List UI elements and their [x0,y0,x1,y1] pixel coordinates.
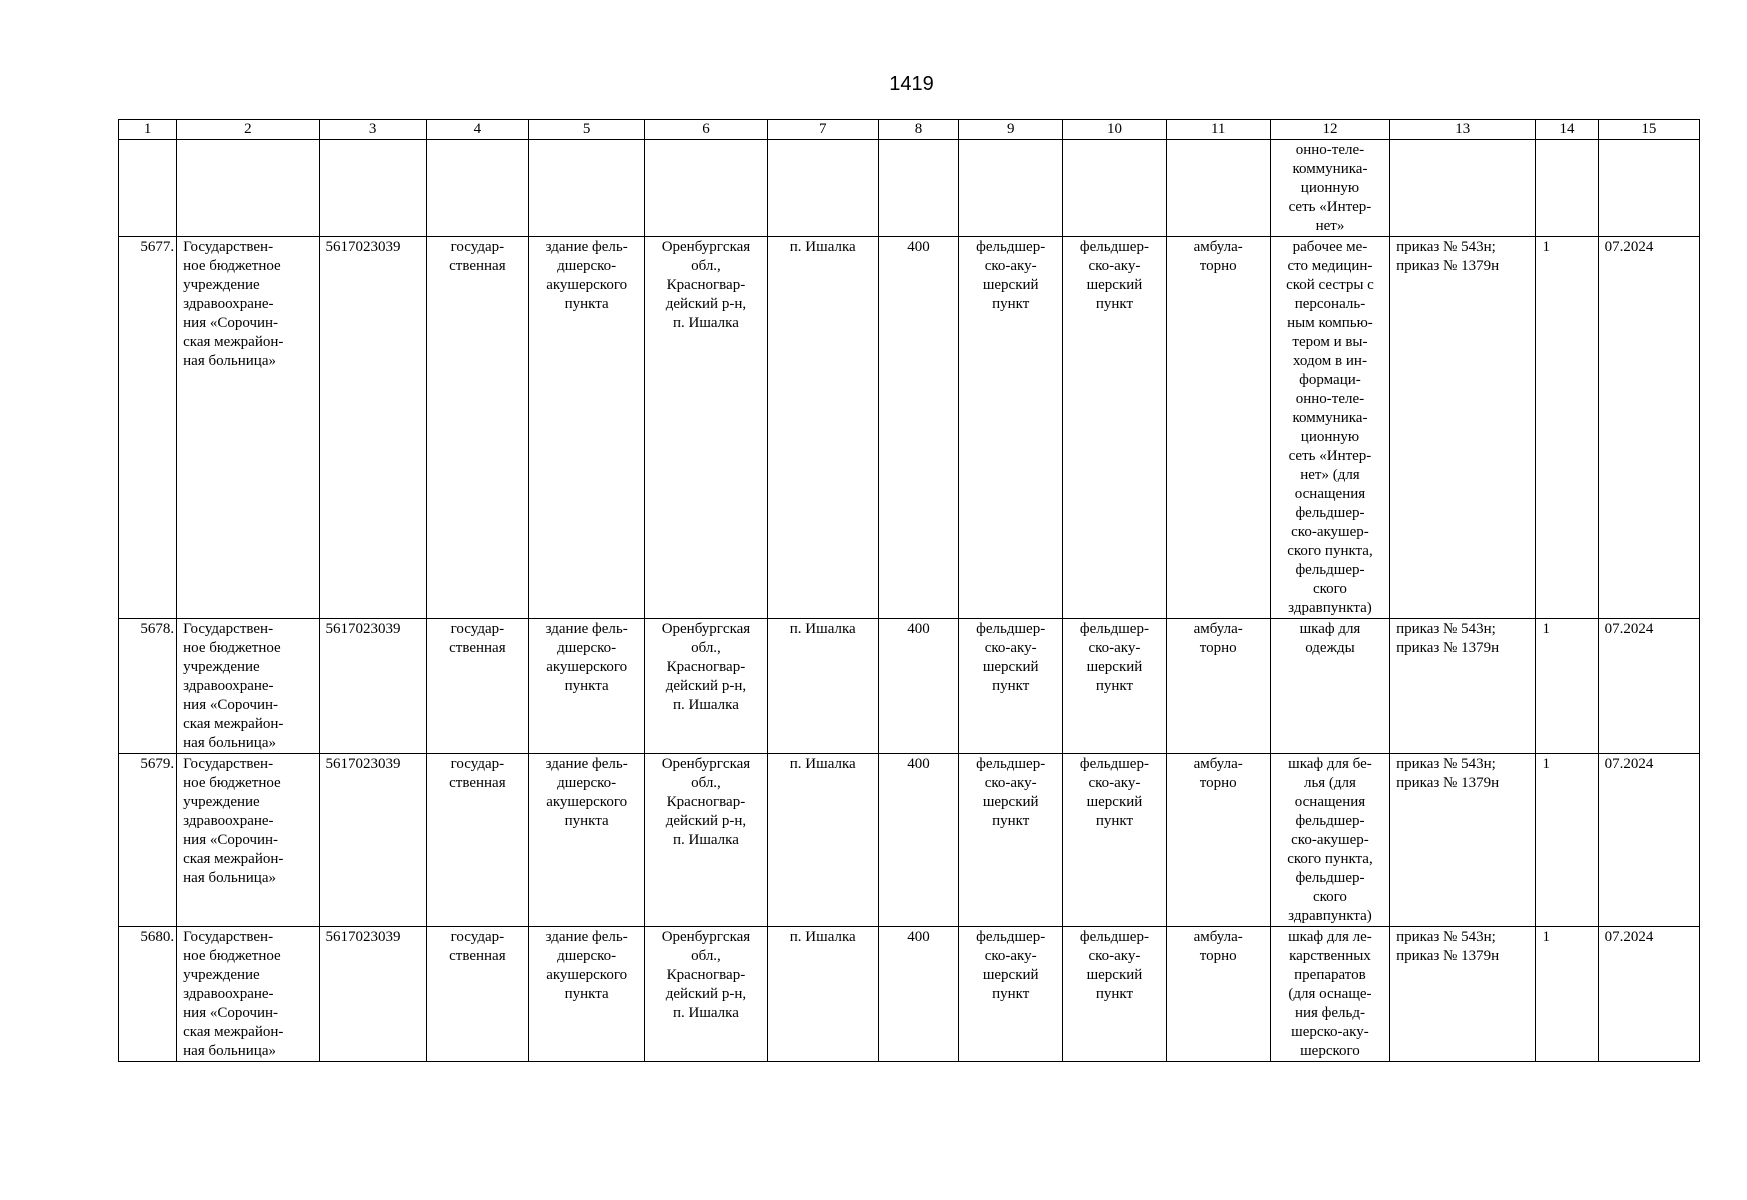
orders-cell: приказ № 543н; приказ № 1379н [1390,927,1536,1062]
column-number-row [119,120,1700,140]
column-number: 7 [767,120,878,140]
unit-type-cell: фельдшер- ско-аку- шерский пункт [959,927,1063,1062]
equipment-cell: рабочее ме- сто медицин- ской сестры с персональ- ным компью- тером и вы- ходом в ин- формаци- онно-теле- коммуника- ционную сеть «Интер- нет» (для оснащения фельдшер- ско-акушер- ского пункта, фельдшер- ского здравпункта) [1270,237,1389,619]
organization-cell: Государствен- ное бюджетное учреждение здравоохране- ния «Сорочин- ская межрайон- ная больница» [177,754,319,927]
column-number: 2 [177,120,319,140]
cell [959,140,1063,237]
address-cell: Оренбургская обл., Красногвар- дейский р-н, п. Ишалка [645,237,767,619]
inn-cell: 5617023039 [319,927,426,1062]
organization-cell: Государствен- ное бюджетное учреждение здравоохране- ния «Сорочин- ская межрайон- ная больница» [177,619,319,754]
column-number: 9 [959,120,1063,140]
cell [1166,140,1270,237]
care-form-cell: амбула- торно [1166,754,1270,927]
ownership-cell: государ- ственная [426,237,528,619]
cell [1598,140,1699,237]
column-number: 10 [1063,120,1166,140]
population-cell: 400 [878,754,958,927]
cell [1390,140,1536,237]
date-cell: 07.2024 [1598,927,1699,1062]
cell [878,140,958,237]
population-cell: 400 [878,237,958,619]
column-number: 14 [1536,120,1598,140]
settlement-cell: п. Ишалка [767,619,878,754]
table-row [119,237,1700,619]
ownership-cell: государ- ственная [426,619,528,754]
column-number: 5 [529,120,645,140]
unit-name-cell: фельдшер- ско-аку- шерский пункт [1063,754,1166,927]
quantity-cell: 1 [1536,237,1598,619]
unit-name-cell: фельдшер- ско-аку- шерский пункт [1063,237,1166,619]
quantity-cell: 1 [1536,619,1598,754]
building-cell: здание фель- дшерско- акушерского пункта [529,927,645,1062]
row-number-cell: 5678. [119,619,177,754]
settlement-cell: п. Ишалка [767,927,878,1062]
unit-type-cell: фельдшер- ско-аку- шерский пункт [959,619,1063,754]
column-number: 3 [319,120,426,140]
page-number: 1419 [889,73,934,95]
settlement-cell: п. Ишалка [767,754,878,927]
column-number: 4 [426,120,528,140]
equipment-registry-table [118,119,1700,1062]
settlement-cell: п. Ишалка [767,237,878,619]
column-number: 13 [1390,120,1536,140]
column-number: 8 [878,120,958,140]
inn-cell: 5617023039 [319,237,426,619]
ownership-cell: государ- ственная [426,927,528,1062]
table-row [119,754,1700,927]
date-cell: 07.2024 [1598,754,1699,927]
building-cell: здание фель- дшерско- акушерского пункта [529,237,645,619]
cell [529,140,645,237]
care-form-cell: амбула- торно [1166,927,1270,1062]
address-cell: Оренбургская обл., Красногвар- дейский р-н, п. Ишалка [645,619,767,754]
quantity-cell: 1 [1536,754,1598,927]
address-cell: Оренбургская обл., Красногвар- дейский р-н, п. Ишалка [645,927,767,1062]
cell [1536,140,1598,237]
unit-name-cell: фельдшер- ско-аку- шерский пункт [1063,619,1166,754]
column-number: 15 [1598,120,1699,140]
row-number-cell: 5679. [119,754,177,927]
population-cell: 400 [878,927,958,1062]
continuation-row [119,140,1700,237]
organization-cell: Государствен- ное бюджетное учреждение здравоохране- ния «Сорочин- ская межрайон- ная больница» [177,237,319,619]
row-number-cell: 5680. [119,927,177,1062]
building-cell: здание фель- дшерско- акушерского пункта [529,754,645,927]
orders-cell: приказ № 543н; приказ № 1379н [1390,237,1536,619]
building-cell: здание фель- дшерско- акушерского пункта [529,619,645,754]
column-number: 11 [1166,120,1270,140]
equipment-cell: шкаф для бе- лья (для оснащения фельдшер- ско-акушер- ского пункта, фельдшер- ского здравпункта) [1270,754,1389,927]
orders-cell: приказ № 543н; приказ № 1379н [1390,619,1536,754]
ownership-cell: государ- ственная [426,754,528,927]
column-number: 1 [119,120,177,140]
cell [767,140,878,237]
unit-type-cell: фельдшер- ско-аку- шерский пункт [959,754,1063,927]
cell [1063,140,1166,237]
care-form-cell: амбула- торно [1166,237,1270,619]
cell [426,140,528,237]
unit-name-cell: фельдшер- ско-аку- шерский пункт [1063,927,1166,1062]
date-cell: 07.2024 [1598,237,1699,619]
cell [177,140,319,237]
equipment-cell: онно-теле- коммуника- ционную сеть «Интер- нет» [1270,140,1389,237]
column-number: 12 [1270,120,1389,140]
organization-cell: Государствен- ное бюджетное учреждение здравоохране- ния «Сорочин- ская межрайон- ная больница» [177,927,319,1062]
equipment-cell: шкаф для ле- карственных препаратов (для оснаще- ния фельд- шерско-аку- шерского [1270,927,1389,1062]
table-row [119,619,1700,754]
cell [645,140,767,237]
column-number: 6 [645,120,767,140]
quantity-cell: 1 [1536,927,1598,1062]
row-number-cell: 5677. [119,237,177,619]
orders-cell: приказ № 543н; приказ № 1379н [1390,754,1536,927]
population-cell: 400 [878,619,958,754]
equipment-cell: шкаф для одежды [1270,619,1389,754]
table-row [119,927,1700,1062]
address-cell: Оренбургская обл., Красногвар- дейский р-н, п. Ишалка [645,754,767,927]
date-cell: 07.2024 [1598,619,1699,754]
cell [119,140,177,237]
care-form-cell: амбула- торно [1166,619,1270,754]
inn-cell: 5617023039 [319,619,426,754]
cell [319,140,426,237]
unit-type-cell: фельдшер- ско-аку- шерский пункт [959,237,1063,619]
inn-cell: 5617023039 [319,754,426,927]
